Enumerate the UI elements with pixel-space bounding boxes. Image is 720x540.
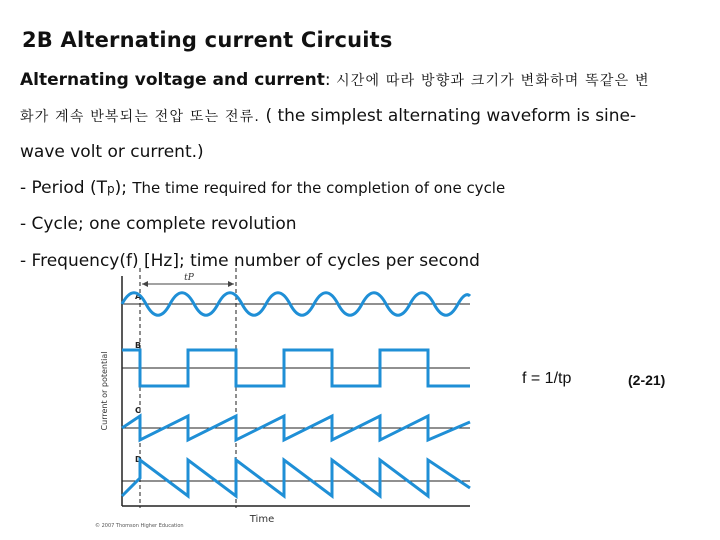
korean-definition-part1: 시간에 따라 방향과 크기가 변화하며 똑같은 변 [336,73,650,89]
waveform-label-d: D [135,455,142,464]
waveform-label-a: A [135,292,142,301]
equation-number: (2-21) [628,372,666,388]
period-label: - Period (T [20,178,107,198]
x-axis-label: Time [249,514,275,525]
period-suffix: ); [114,178,133,198]
tp-label: tP [184,273,194,283]
slide-title: 2B Alternating current Circuits [22,28,393,52]
period-description: The time required for the completion of one cycle [132,179,506,197]
frequency-definition: - Frequency(f) [Hz]; time number of cycles per second [20,251,480,271]
period-definition [20,178,505,198]
decaying-wave [122,460,470,496]
period-subscript: p [106,182,115,196]
definition-line-3: wave volt or current.) [20,142,204,162]
definition-line-1 [20,70,650,90]
frequency-formula: f = 1/tp [522,370,572,387]
definition-line-2 [20,106,636,126]
waveform-label-c: C [135,406,141,415]
waveform-figure [95,266,480,528]
korean-definition-part2: 화가 계속 반복되는 전압 또는 전류. [20,109,261,125]
copyright-note: © 2007 Thomson Higher Education [95,523,184,528]
term-alternating: Alternating voltage and current [20,70,325,90]
colon: : [324,70,337,90]
english-note: ( the simplest alternating waveform is sine- [260,106,637,126]
y-axis-label: Current or potential [100,351,109,431]
cycle-definition: - Cycle; one complete revolution [20,214,297,234]
waveform-label-b: B [135,341,142,350]
